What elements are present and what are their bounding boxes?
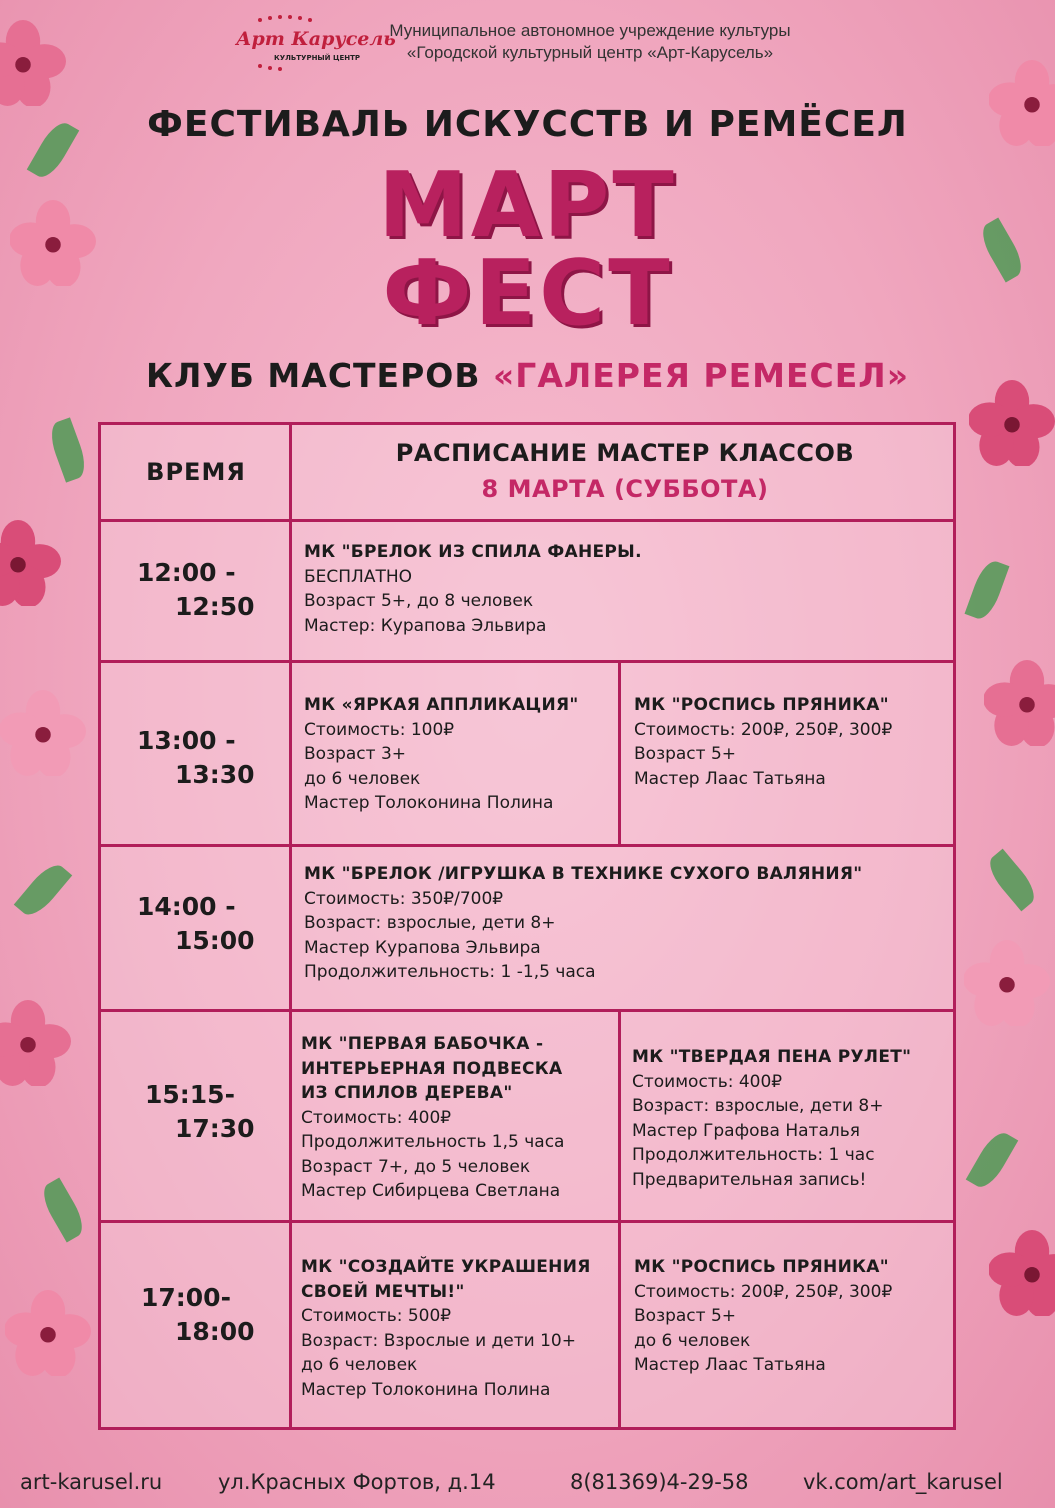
table-divider: [101, 1009, 953, 1012]
flower-decoration-icon: [989, 1230, 1055, 1316]
flower-decoration-icon: [964, 940, 1050, 1026]
master-class: [304, 862, 862, 985]
time-end: 12:50: [175, 592, 255, 621]
master-class-detail: Возраст 3+: [304, 744, 407, 764]
master-class-detail: Мастер Лаас Татьяна: [634, 768, 826, 789]
time-start: 17:00-: [141, 1283, 231, 1312]
vk-link[interactable]: vk.com/art_karusel: [803, 1470, 1003, 1494]
master-class-detail: Мастер Толоконина Полина: [301, 1379, 551, 1400]
master-class-detail: Стоимость: 400₽: [632, 1071, 783, 1092]
master-class-detail: Возраст 5+: [634, 1306, 737, 1326]
flower-decoration-icon: [0, 1000, 71, 1086]
flower-decoration-icon: [0, 520, 61, 606]
footer: [0, 1470, 1055, 1500]
master-class-detail: Возраст 7+, до 5 человек: [301, 1156, 531, 1177]
schedule-title: РАСПИСАНИЕ МАСТЕР КЛАССОВ: [395, 439, 855, 467]
master-class-detail: БЕСПЛАТНО: [304, 566, 413, 587]
master-class-detail: Возраст: взрослые, дети 8+: [632, 1096, 884, 1116]
brand-title-line-2: ФЕСТ: [382, 241, 673, 346]
master-class-title: СВОЕЙ МЕЧТЫ!": [301, 1281, 465, 1302]
master-class-detail: Стоимость: 100₽: [304, 719, 455, 740]
master-class-detail: до 6 человек: [634, 1330, 751, 1351]
master-class: [301, 1032, 564, 1204]
org-line-1: Муниципальное автономное учреждение культуры: [389, 21, 791, 40]
master-class-detail: до 6 человек: [301, 1355, 418, 1375]
time-slot: [101, 1078, 291, 1146]
leaf-decoration-icon: [966, 1128, 1019, 1193]
org-line-2: «Городской культурный центр «Арт-Карусель»: [406, 43, 774, 62]
time-slot: [101, 890, 291, 958]
table-divider: [101, 1220, 953, 1223]
header: [230, 10, 830, 72]
time-start: 14:00 -: [137, 892, 236, 921]
master-class-detail: Возраст: Взрослые и дети 10+: [301, 1330, 576, 1351]
master-class: [304, 693, 579, 816]
logo-subtext: КУЛЬТУРНЫЙ ЦЕНТР: [274, 54, 361, 62]
organization-name: [350, 20, 830, 64]
flower-decoration-icon: [0, 690, 86, 776]
master-class-detail: Стоимость: 200₽, 250₽, 300₽: [634, 1281, 893, 1302]
leaf-decoration-icon: [14, 859, 72, 922]
website-link[interactable]: art-karusel.ru: [20, 1470, 163, 1494]
table-divider: [101, 844, 953, 847]
time-start: 12:00 -: [137, 558, 236, 587]
time-end: 13:30: [175, 760, 255, 789]
flower-decoration-icon: [984, 660, 1055, 746]
master-class-title: МК "СОЗДАЙТЕ УКРАШЕНИЯ: [301, 1257, 591, 1277]
master-class: [301, 1255, 591, 1402]
master-class-detail: Стоимость: 500₽: [301, 1306, 452, 1326]
master-class-detail: Стоимость: 350₽/700₽: [304, 888, 504, 909]
leaf-decoration-icon: [983, 849, 1041, 912]
master-class-detail: Стоимость: 200₽, 250₽, 300₽: [634, 719, 893, 740]
master-class-title: МК "БРЕЛОК ИЗ СПИЛА ФАНЕРЫ.: [304, 542, 642, 562]
master-class-title: МК "ПЕРВАЯ БАБОЧКА -: [301, 1034, 544, 1054]
master-class-detail: Мастер Толоконина Полина: [304, 793, 554, 813]
phone-number[interactable]: 8(81369)4-29-58: [570, 1470, 749, 1494]
time-slot: [101, 724, 291, 792]
time-start: 15:15-: [145, 1080, 235, 1109]
logo-text: Арт Карусель: [236, 28, 396, 50]
master-class-detail: Продолжительность: 1 час: [632, 1145, 875, 1165]
master-class: [304, 540, 642, 638]
address: ул.Красных Фортов, д.14: [218, 1470, 496, 1494]
master-class-detail: Мастер Лаас Татьяна: [634, 1355, 826, 1375]
master-class-detail: Возраст 5+: [634, 744, 737, 764]
time-start: 13:00 -: [137, 726, 236, 755]
master-class-detail: Возраст 5+, до 8 человек: [304, 591, 534, 611]
club-prefix: КЛУБ МАСТЕРОВ: [145, 356, 493, 395]
table-divider: [618, 1009, 621, 1427]
club-title: [0, 356, 1055, 395]
master-class-detail: Продолжительность: 1 -1,5 часа: [304, 962, 596, 982]
brand-title-line-1: МАРТ: [378, 153, 677, 258]
time-slot: [101, 556, 291, 624]
master-class-detail: Стоимость: 400₽: [301, 1107, 452, 1128]
master-class-title: МК "ТВЕРДАЯ ПЕНА РУЛЕТ": [632, 1047, 912, 1067]
table-divider: [101, 660, 953, 663]
master-class-detail: Мастер Курапова Эльвира: [304, 937, 541, 958]
master-class-title: МК "РОСПИСЬ ПРЯНИКА": [634, 1257, 889, 1277]
master-class-detail: Продолжительность 1,5 часа: [301, 1132, 565, 1152]
time-end: 18:00: [175, 1317, 255, 1346]
schedule-table: [98, 422, 956, 1430]
flower-decoration-icon: [0, 20, 66, 106]
master-class: [632, 1045, 911, 1192]
carousel-logo-icon: [230, 14, 396, 72]
club-name: «ГАЛЕРЕЯ РЕМЕСЕЛ»: [492, 356, 910, 395]
time-end: 15:00: [175, 926, 255, 955]
time-column-header: ВРЕМЯ: [146, 458, 246, 486]
master-class-title: ИНТЕРЬЕРНАЯ ПОДВЕСКА: [301, 1058, 563, 1079]
master-class-title: ИЗ СПИЛОВ ДЕРЕВА": [301, 1083, 513, 1103]
master-class-detail: Возраст: взрослые, дети 8+: [304, 913, 556, 933]
master-class-detail: Мастер Графова Наталья: [632, 1120, 860, 1141]
master-class-title: МК "РОСПИСЬ ПРЯНИКА": [634, 695, 889, 715]
master-class-title: МК «ЯРКАЯ АППЛИКАЦИЯ": [304, 695, 579, 715]
master-class-title: МК "БРЕЛОК /ИГРУШКА В ТЕХНИКЕ СУХОГО ВАЛЯНИЯ": [304, 864, 863, 884]
schedule-date: 8 МАРТА (СУББОТА): [481, 475, 769, 503]
master-class-detail: Мастер: Курапова Эльвира: [304, 615, 547, 636]
leaf-decoration-icon: [37, 1178, 90, 1243]
master-class: [634, 693, 892, 791]
time-end: 17:30: [175, 1114, 255, 1143]
master-class: [634, 1255, 892, 1378]
master-class-detail: до 6 человек: [304, 768, 421, 789]
leaf-decoration-icon: [965, 557, 1010, 622]
flower-decoration-icon: [5, 1290, 91, 1376]
master-class-detail: Мастер Сибирцева Светлана: [301, 1181, 561, 1201]
time-slot: [101, 1281, 291, 1349]
table-divider: [618, 660, 621, 847]
leaf-decoration-icon: [46, 417, 91, 482]
master-class-detail: Предварительная запись!: [632, 1169, 867, 1190]
festival-title: ФЕСТИВАЛЬ ИСКУССТВ И РЕМЁСЕЛ: [147, 104, 908, 145]
